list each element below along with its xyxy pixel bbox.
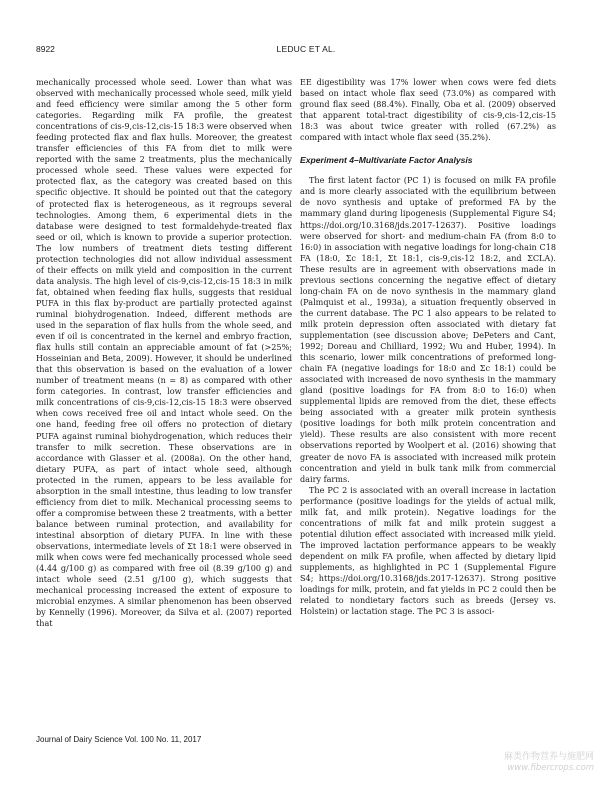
body-paragraph: The first latent factor (PC 1) is focused on milk FA profile and is more clearly associated with the equilibrium between de novo synthesis and uptake of preformed FA by the mammary gland during lipogenesis (Supplemental Figure S4; https://doi.org/10.3168/jds.2017-12637). Positive loadings were observed for short- and medium-chain FA (from 8:0 to 16:0) in association with negative loadings for long-chain C18 FA (18:0, Σc 18:1, Σt 18:1, cis-9,cis-12 18:2, and ΣCLA). These results are in agreement with observations made in previous sections concerning the negative effect of dietary long-chain FA on de novo synthesis in the mammary gland (Palmquist et al., 1993a), a situation frequently observed in the current database. The PC 1 also appears to be related to milk protein depression often associated with dietary fat supplementation (see discussion above; DePeters and Cant, 1992; Doreau and Chilliard, 1992; Wu and Huber, 1994). In this scenario, lower milk concentrations of preformed long-chain FA (negative loadings for 18:0 and Σc 18:1) could be associated with increased de novo synthesis in the mammary gland (positive loadings for FA from 8:0 to 16:0) when supplemental lipids are removed from the diet, these effects being associated with a greater milk protein synthesis (positive loadings for both milk protein concentration and yield). These results are also consistent with more recent observations reported by Woolpert et al. (2016) showing that greater de novo FA is associated with increased milk protein concentration and yield in bulk tank milk from commercial dairy farms. (300, 175, 556, 484)
body-paragraph: mechanically processed whole seed. Lower than what was observed with mechanically processed whole seed, milk yield and feed efficiency were similar among the 5 other form categories. Regarding milk FA profile, the greatest concentrations of cis-9,cis-12,cis-15 18:3 were observed when feeding protected flax and flax hulls. Moreover, the greatest transfer efficiencies of this FA from diet to milk were reported with the same 2 treatments, plus the mechanically processed whole seed. These values were expected for protected flax, as the category was created based on this specific objective. It should be pointed out that the category of protected flax is heterogeneous, as it regroups several technologies. Among them, 6 experimental diets in the database were designed to test formaldehyde-treated flax seed or oil, which is known to provide a superior protection. The low numbers of treatment diets testing different protection technologies did not allow individual assessment of their effects on milk yield and composition in the current data analysis. The high level of cis-9,cis-12,cis-15 18:3 in milk fat, obtained when feeding flax hulls, suggests that residual PUFA in this flax by-product are partially protected against ruminal biohydrogenation. Indeed, different methods are used in the separation of flax hulls from the whole seed, and even if oil is concentrated in the kernel and embryo fraction, flax hulls still contain an appreciable amount of fat (>25%; Hosseinian and Beta, 2009). However, it should be underlined that this observation is based on the evaluation of a lower number of treatment means (n = 8) as compared with other form categories. In contrast, low transfer efficiencies and milk concentrations of cis-9,cis-12,cis-15 18:3 were observed when cows received free oil and intact whole seed. On the one hand, feeding free oil offers no protection of dietary PUFA against ruminal biohydrogenation, which reduces their transfer to milk secretion. These observations are in accordance with Glasser et al. (2008a). On the other hand, dietary PUFA, as part of intact whole seed, although protected in the rumen, appears to be less available for absorption in the small intestine, thus leading to low transfer efficiency from diet to milk. Mechanical processing seems to offer a compromise between these 2 treatments, with a better balance between ruminal protection, and availability for intestinal absorption of dietary PUFA. In line with these observations, intermediate levels of Σt 18:1 were observed in milk when cows were fed mechanically processed whole seed (4.44 g/100 g) as compared with free oil (8.39 g/100 g) and intact whole seed (2.51 g/100 g), which suggests that mechanical processing increased the extent of exposure to microbial enzymes. A similar phenomenon has been observed by Kennelly (1996). Moreover, da Silva et al. (2007) reported that (36, 77, 292, 629)
site-watermark (454, 752, 594, 784)
page-number: 8922 (36, 44, 55, 54)
watermark-chinese-text: 麻类作物营养与施肥网 (503, 752, 594, 762)
running-head: LEDUC ET AL. (276, 44, 336, 54)
watermark-url: www.fibercrops.com (507, 763, 594, 773)
right-column (300, 77, 556, 617)
left-column (36, 77, 292, 629)
journal-footer: Journal of Dairy Science Vol. 100 No. 11, 2017 (36, 735, 202, 744)
page-header (36, 44, 576, 58)
body-paragraph: The PC 2 is associated with an overall increase in lactation performance (positive loadings for the yields of actual milk, milk fat, and milk protein). Negative loadings for the concentrations of milk fat and milk protein suggest a potential dilution effect associated with increased milk yield. The improved lactation performance appears to be weakly dependent on milk FA profile, when affected by dietary lipid supplements, as highlighted in PC 1 (Supplemental Figure S4; https://doi.org/10.3168/jds.2017-12637). Strong positive loadings for milk, protein, and fat yields in PC 2 could then be related to nondietary factors such as breeds (Jersey vs. Holstein) or lactation stage. The PC 3 is associ- (300, 484, 556, 617)
body-paragraph: EE digestibility was 17% lower when cows were fed diets based on intact whole flax seed (73.0%) as compared with ground flax seed (88.4%). Finally, Oba et al. (2009) observed that apparent total-tract digestibility of cis-9,cis-12,cis-15 18:3 was about twice greater with rolled (67.2%) as compared with intact whole flax seed (35.2%). (300, 77, 556, 143)
section-heading: Experiment 4–Multivariate Factor Analysis (300, 155, 473, 166)
